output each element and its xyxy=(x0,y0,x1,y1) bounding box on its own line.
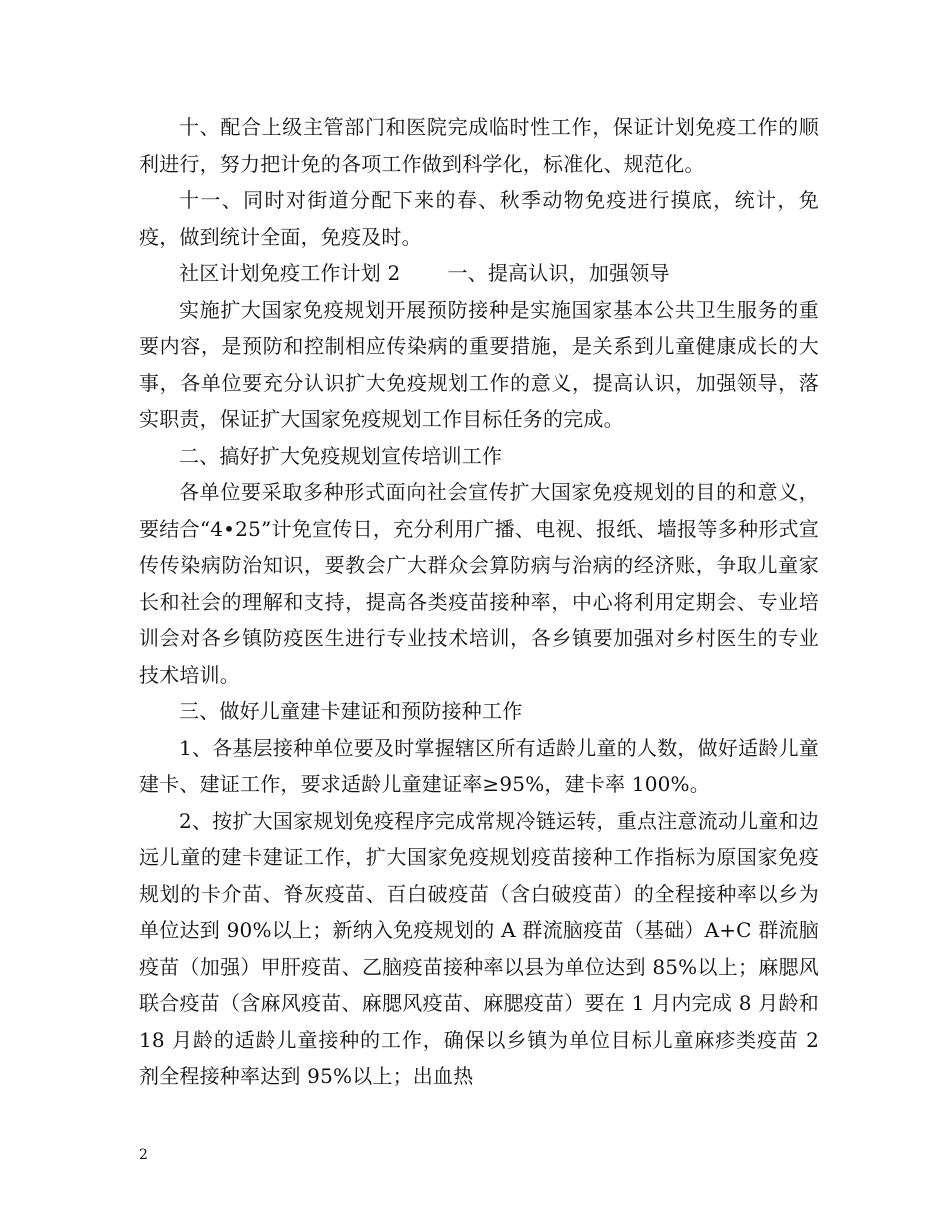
document-body xyxy=(139,109,819,1095)
paragraph-item-1: 1、各基层接种单位要及时掌握辖区所有适龄儿童的人数，做好适龄儿童建卡、建证工作，要求适龄儿童建证率≥95%，建卡率 100%。 xyxy=(139,735,819,796)
page-number: 2 xyxy=(139,1147,148,1163)
paragraph-item-10: 十、配合上级主管部门和医院完成临时性工作，保证计划免疫工作的顺利进行，努力把计免的各项工作做到科学化，标准化、规范化。 xyxy=(139,115,819,176)
paragraph-item-11: 十一、同时对街道分配下来的春、秋季动物免疫进行摸底，统计，免疫，做到统计全面，免疫及时。 xyxy=(139,188,819,249)
section-heading-training: 二、搞好扩大免疫规划宣传培训工作 xyxy=(179,443,503,468)
paragraph-item-2: 2、按扩大国家规划免疫程序完成常规冷链运转，重点注意流动儿童和边远儿童的建卡建证工作，扩大国家免疫规划疫苗接种工作指标为原国家免疫规划的卡介苗、脊灰疫苗、百白破疫苗（含白破疫苗）的全程接种率以乡为单位达到 90%以上；新纳入免疫规划的 A 群流脑疫苗（基础）A+C 群流脑疫苗（加强）甲肝疫苗、乙脑疫苗接种率以县为单位达到 85%以上；麻腮风联合疫苗（含麻风疫苗、麻腮风疫苗、麻腮疫苗）要在 1 月内完成 8 月龄和 18 月龄的适龄儿童接种的工作，确保以乡镇为单位目标儿童麻疹类疫苗 2 剂全程接种率达到 95%以上；出血热 xyxy=(139,808,819,1088)
section-heading-plan-2: 社区计划免疫工作计划 2 一、提高认识，加强领导 xyxy=(179,261,670,285)
paragraph-awareness: 实施扩大国家免疫规划开展预防接种是实施国家基本公共卫生服务的重要内容，是预防和控制相应传染病的重要措施，是关系到儿童健康成长的大事，各单位要充分认识扩大免疫规划工作的意义，提高认识，加强领导，落实职责，保证扩大国家免疫规划工作目标任务的完成。 xyxy=(139,297,819,431)
paragraph-training: 各单位要采取多种形式面向社会宣传扩大国家免疫规划的目的和意义，要结合“4•25”计免宣传日，充分利用广播、电视、报纸、墙报等多种形式宣传传染病防治知识，要教会广大群众会算防病与治病的经济账，争取儿童家长和社会的理解和支持，提高各类疫苗接种率，中心将利用定期会、专业培训会对各乡镇防疫医生进行专业技术培训，各乡镇要加强对乡村医生的专业技术培训。 xyxy=(139,480,819,687)
section-heading-vaccination: 三、做好儿童建卡建证和预防接种工作 xyxy=(179,699,523,723)
